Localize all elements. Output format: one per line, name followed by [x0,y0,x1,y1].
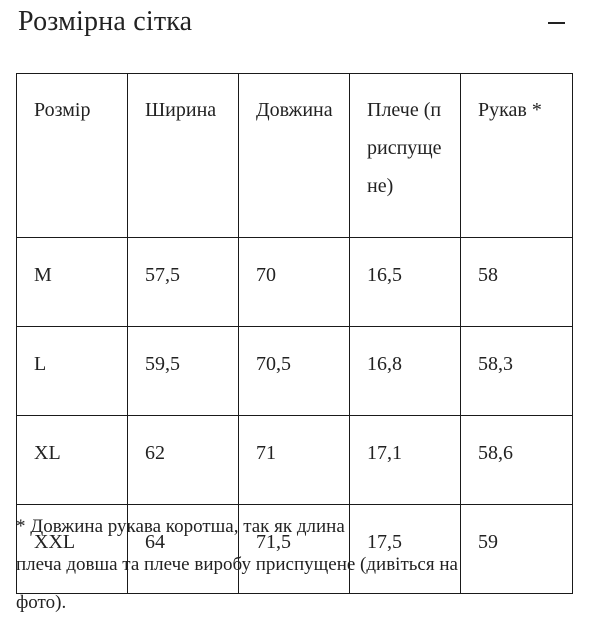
table-cell: 71 [239,416,350,505]
table-cell: XXL [17,505,128,594]
table-cell: L [17,327,128,416]
minus-icon [548,22,565,24]
table-cell: 64 [128,505,239,594]
table-cell: 58,3 [461,327,573,416]
table-row [17,238,573,327]
table-cell: 57,5 [128,238,239,327]
collapse-icon[interactable] [546,6,568,34]
table-cell: 59,5 [128,327,239,416]
table-cell: 71,5 [239,505,350,594]
table-cell: 59 [461,505,573,594]
table-cell: 16,8 [350,327,461,416]
footnote-line: фото). [16,592,67,613]
footnote-line: * Довжина рукава коротша, так як длина [16,516,345,537]
table-cell: 70,5 [239,327,350,416]
column-header-size: Розмір [17,74,128,238]
sleeve-footnote [16,508,586,622]
table-cell: M [17,238,128,327]
column-header-shoulder: Плече (приспущене) [350,74,461,238]
column-header-length: Довжина [239,74,350,238]
table-cell: 16,5 [350,238,461,327]
table-row [17,416,573,505]
table-cell: 17,5 [350,505,461,594]
column-header-width: Ширина [128,74,239,238]
table-cell: 62 [128,416,239,505]
size-chart-header[interactable] [18,0,578,50]
page-title: Розмірна сітка [18,6,193,37]
table-cell: XL [17,416,128,505]
table-cell: 70 [239,238,350,327]
table-cell: 58,6 [461,416,573,505]
column-header-sleeve: Рукав * [461,74,573,238]
table-row [17,327,573,416]
table-header-row [17,74,573,238]
table-cell: 17,1 [350,416,461,505]
table-cell: 58 [461,238,573,327]
footnote-line: плеча довша та плече виробу приспущене (дивіться на [16,554,458,575]
